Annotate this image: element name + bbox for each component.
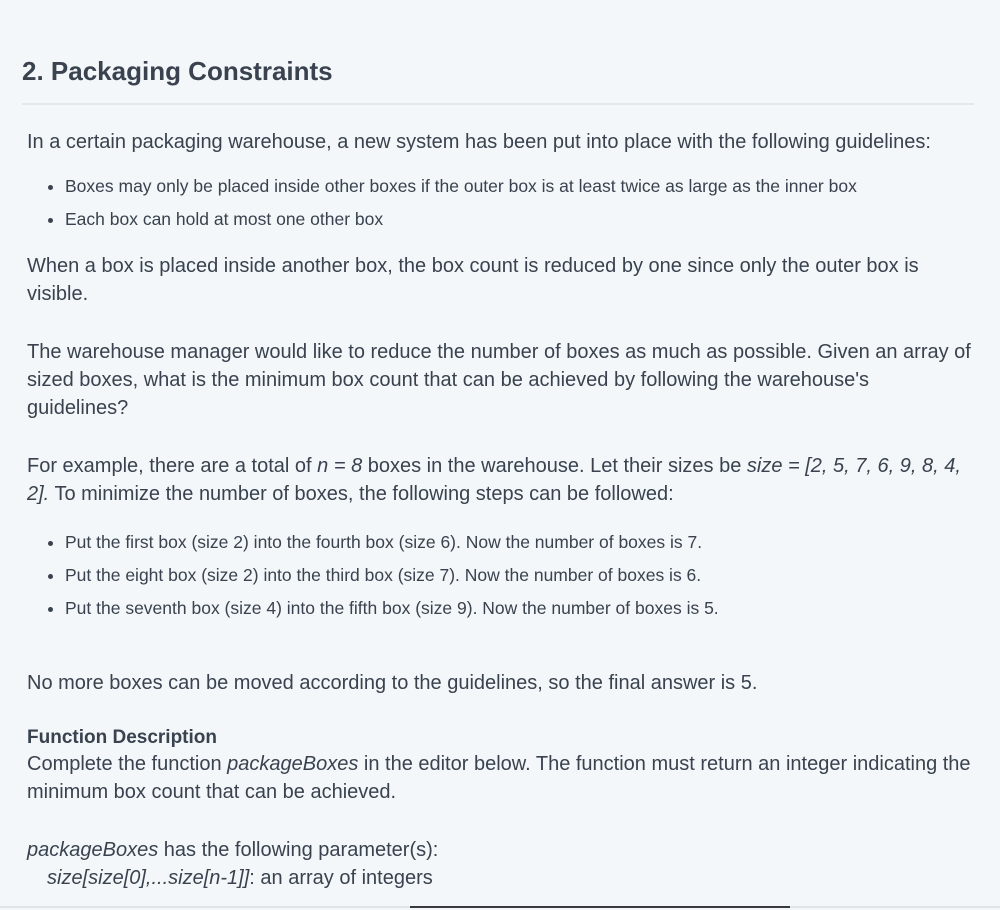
example-middle: boxes in the warehouse. Let their sizes be — [362, 455, 747, 477]
steps-list — [27, 526, 972, 625]
example-size-array: size = [2, 5, 7, 6, 9, 8, 4, 2]. — [27, 455, 961, 505]
step-item: • Put the first box (size 2) into the fourth box (size 6). Now the number of boxes is 7. — [65, 526, 972, 559]
function-description-suffix: in the editor below. The function must return an integer indicating the minimum box count that can be achieved. — [27, 753, 971, 803]
parameter-name: size[size[0],...size[n-1]] — [47, 867, 250, 889]
function-description-text — [27, 750, 972, 806]
editor-resize-handle[interactable] — [410, 906, 790, 908]
guideline-item: • Boxes may only be placed inside other boxes if the outer box is at least twice as large as the inner box — [65, 170, 972, 203]
parameters-label — [27, 836, 972, 864]
parameter-description: : an array of integers — [249, 867, 433, 889]
goal-paragraph: The warehouse manager would like to reduce the number of boxes as much as possible. Given an array of sized boxes, what is the minimum box count that can be achieved by following the warehouse's guidelines? — [27, 341, 971, 419]
step-item: • Put the seventh box (size 4) into the fifth box (size 9). Now the number of boxes is 5. — [65, 592, 972, 625]
example-suffix: To minimize the number of boxes, the following steps can be followed: — [49, 483, 674, 505]
function-description-prefix: Complete the function — [27, 753, 228, 775]
parameter-item — [27, 864, 972, 892]
reduction-paragraph: When a box is placed inside another box, the box count is reduced by one since only the outer box is visible. — [27, 255, 919, 305]
guideline-item: • Each box can hold at most one other box — [65, 203, 972, 236]
title-divider — [22, 103, 974, 105]
intro-paragraph: In a certain packaging warehouse, a new system has been put into place with the following guidelines: — [27, 131, 931, 153]
example-prefix: For example, there are a total of — [27, 455, 318, 477]
guidelines-list — [27, 170, 972, 236]
conclusion-paragraph: No more boxes can be moved according to the guidelines, so the final answer is 5. — [27, 672, 758, 694]
problem-title: 2. Packaging Constraints — [22, 56, 333, 86]
step-item: • Put the eight box (size 2) into the third box (size 7). Now the number of boxes is 6. — [65, 559, 972, 592]
function-description-heading: Function Description — [27, 727, 217, 748]
example-n: n = 8 — [317, 455, 363, 477]
example-paragraph — [27, 452, 972, 508]
parameters-label-suffix: has the following parameter(s): — [158, 839, 439, 861]
problem-statement — [27, 128, 972, 892]
function-name: packageBoxes — [227, 753, 359, 775]
parameters-function-name: packageBoxes — [27, 839, 159, 861]
